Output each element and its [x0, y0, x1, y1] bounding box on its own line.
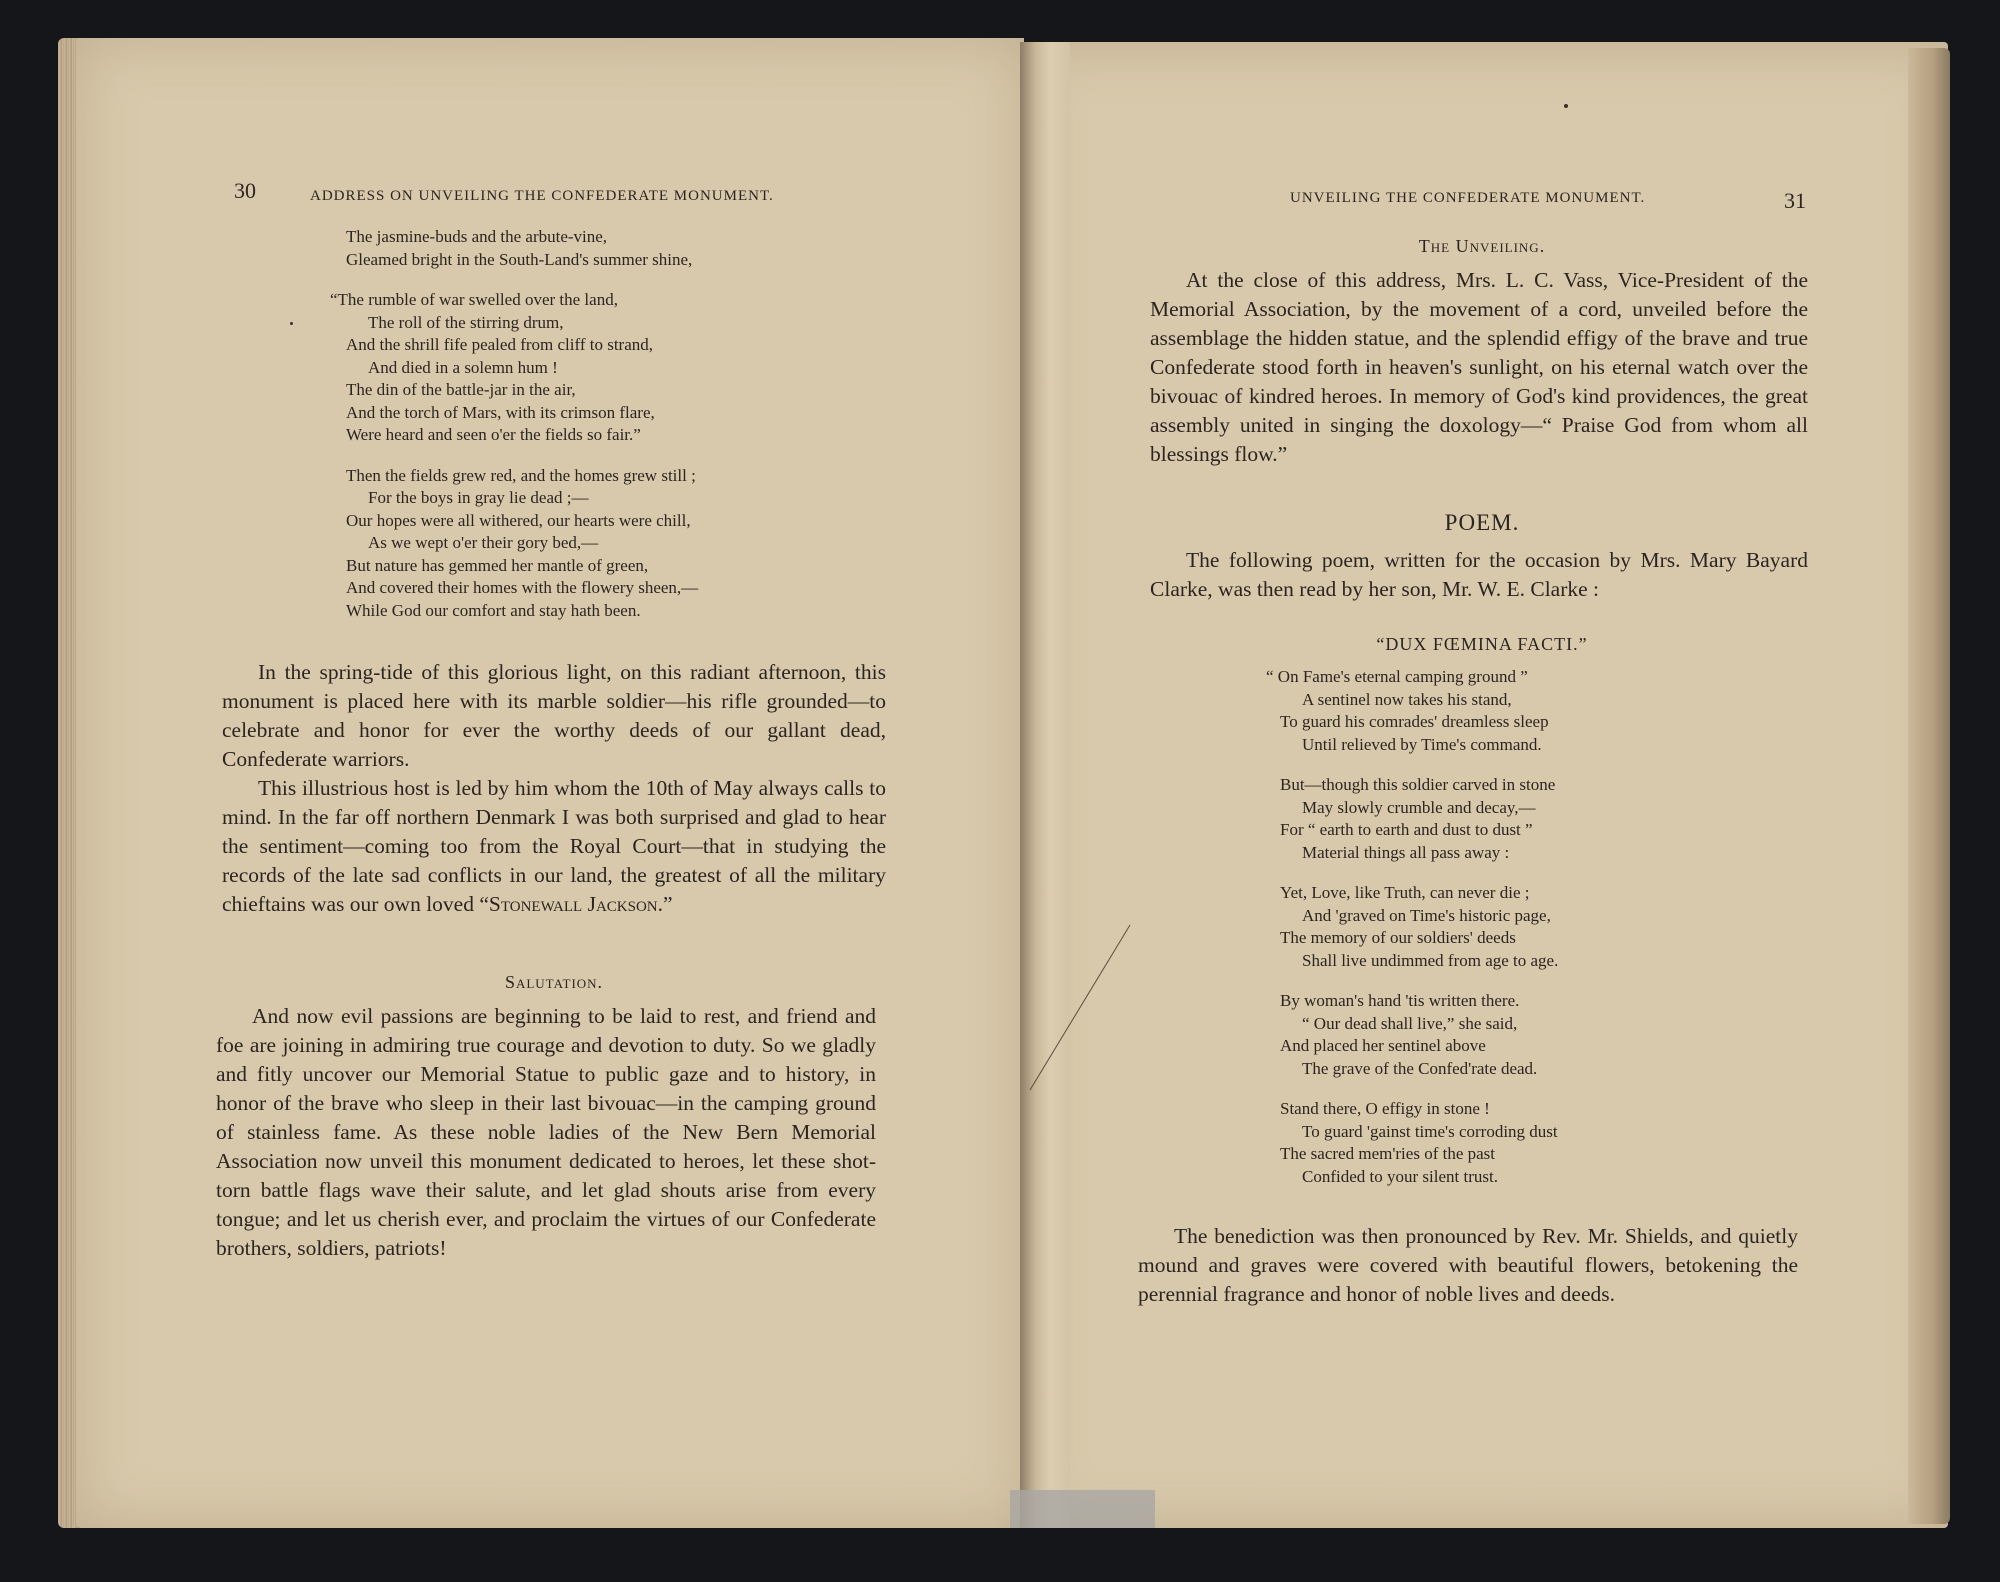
paragraph-benediction: The benediction was then pronounced by Rev. Mr. Shields, and quietly mound and graves were covered with beautiful flowers, betokening the perennial fragrance and honor of noble lives and deeds. — [1138, 1224, 1798, 1306]
verse-line: “ Our dead shall live,” she said, — [1302, 1013, 1518, 1033]
verse-line: A sentinel now takes his stand, — [1302, 689, 1512, 709]
paragraph-text: .” — [657, 892, 673, 916]
verse-line: To guard 'gainst time's corroding dust — [1302, 1121, 1558, 1141]
verse-line: But—though this soldier carved in stone — [1280, 775, 1556, 794]
verse-line: The memory of our soldiers' deeds — [1280, 928, 1516, 947]
verse-line: But nature has gemmed her mantle of green, — [346, 555, 649, 575]
paragraph-spring-tide: In the spring-tide of this glorious light, on this radiant afternoon, this monument is placed here with its marble soldier—his rifle grounded—to celebrate and honor for ever the worthy deeds of our gallant dead, Confederate warriors. — [222, 660, 886, 771]
poem-stanza-2 — [1280, 774, 1558, 864]
verse-line: For “ earth to earth and dust to dust ” — [1280, 820, 1533, 839]
book-gutter — [1020, 42, 1070, 1528]
verse-line: “ On Fame's eternal camping ground ” — [1266, 667, 1528, 686]
left-page-number: 30 — [234, 178, 256, 203]
verse-line: And covered their homes with the flowery sheen,— — [346, 578, 699, 597]
verse-stanza-1 — [346, 226, 698, 271]
verse-line: Our hopes were all withered, our hearts were chill, — [346, 510, 691, 530]
right-page-edge — [1908, 48, 1950, 1524]
prose-block-unveiling — [1150, 266, 1808, 469]
verse-line: Gleamed bright in the South-Land's summer shine, — [346, 249, 693, 269]
right-page-number: 31 — [1784, 188, 1806, 213]
poem-stanza-1 — [1266, 666, 1558, 756]
poem-stanza-5 — [1280, 1098, 1558, 1188]
verse-line: As we wept o'er their gory bed,— — [368, 533, 599, 552]
verse-line: Were heard and seen o'er the fields so fair.” — [346, 425, 641, 444]
poem-stanza-4 — [1280, 990, 1558, 1080]
verse-line: And the torch of Mars, with its crimson flare, — [346, 402, 655, 422]
verse-line: To guard his comrades' dreamless sleep — [1280, 712, 1549, 731]
verse-line: While God our comfort and stay hath been. — [346, 600, 641, 620]
verse-line: The jasmine-buds and the arbute-vine, — [346, 227, 608, 246]
prose-block-poem-intro — [1150, 546, 1808, 604]
poem-stanza-3 — [1280, 882, 1558, 972]
verse-line: And the shrill fife pealed from cliff to strand, — [346, 335, 654, 354]
prose-block-benediction — [1138, 1222, 1798, 1309]
verse-line: For the boys in gray lie dead ;— — [368, 488, 589, 507]
verse-block-left — [330, 226, 699, 640]
verse-line: “The rumble of war swelled over the land, — [330, 290, 618, 309]
prose-block-left-bottom — [216, 1002, 876, 1263]
left-running-head: ADDRESS ON UNVEILING THE CONFEDERATE MONUMENT. — [310, 188, 774, 204]
paper-speck — [290, 322, 293, 325]
binding-tab — [1010, 1490, 1155, 1528]
stonewall-jackson-name: Stonewall Jackson — [488, 892, 658, 916]
verse-line: By woman's hand 'tis written there. — [1280, 991, 1520, 1010]
prose-block-left-top — [222, 658, 886, 919]
verse-block-right — [1266, 666, 1559, 1206]
verse-line: Shall live undimmed from age to age. — [1302, 950, 1559, 970]
poem-heading: POEM. — [1444, 510, 1520, 535]
verse-line: The sacred mem'ries of the past — [1280, 1144, 1496, 1163]
paragraph-poem-intro: The following poem, written for the occasion by Mrs. Mary Bayard Clarke, was then read by her son, Mr. W. E. Clarke : — [1150, 548, 1808, 601]
verse-line: The din of the battle-jar in the air, — [346, 380, 576, 399]
verse-line: Stand there, O effigy in stone ! — [1280, 1099, 1490, 1118]
verse-line: And died in a solemn hum ! — [368, 357, 558, 377]
verse-stanza-3 — [346, 465, 698, 623]
verse-stanza-2 — [330, 289, 698, 447]
verse-line: The roll of the stirring drum, — [368, 312, 564, 332]
paragraph-unveiling: At the close of this address, Mrs. L. C. Vass, Vice-President of the Memorial Association, by the movement of a cord, unveiled before the assemblage the hidden statue, and the splendid effigy of the brave and true Confederate stood forth in heaven's sunlight, on his eternal watch over the bivouac of kindred heroes. In memory of God's kind providences, the great assembly united in singing the doxology—“ Praise God from whom all blessings flow.” — [1150, 268, 1808, 466]
verse-line: Yet, Love, like Truth, can never die ; — [1280, 883, 1530, 902]
paper-crease-mark — [1020, 920, 1140, 1100]
salutation-heading: Salutation. — [504, 972, 604, 992]
verse-line: Material things all pass away : — [1302, 842, 1510, 862]
paragraph-illustrious-host — [222, 774, 886, 919]
unveiling-heading: The Unveiling. — [1418, 236, 1546, 256]
page-stack-edge — [58, 38, 78, 1528]
paper-speck — [1564, 104, 1568, 108]
verse-line: Until relieved by Time's command. — [1302, 734, 1542, 754]
verse-line: The grave of the Confed'rate dead. — [1302, 1058, 1538, 1078]
paragraph-salutation: And now evil passions are beginning to be laid to rest, and friend and foe are joining in admiring true courage and devotion to duty. So we gladly and fitly uncover our Memorial Statue to public gaze and to history, in honor of the brave who sleep in their last bivouac—in the camping ground of stainless fame. As these noble ladies of the New Bern Memorial Association now unveil this monument dedicated to heroes, let these shot-torn battle flags wave their salute, and let glad shouts arise from every tongue; and let us cherish ever, and proclaim the virtues of our Confederate brothers, soldiers, patriots! — [216, 1004, 876, 1260]
verse-line: Confided to your silent trust. — [1302, 1166, 1498, 1186]
verse-line: Then the fields grew red, and the homes grew still ; — [346, 465, 696, 485]
verse-line: May slowly crumble and decay,— — [1302, 797, 1536, 817]
verse-line: And 'graved on Time's historic page, — [1302, 905, 1551, 925]
verse-line: And placed her sentinel above — [1280, 1036, 1486, 1055]
right-running-head: UNVEILING THE CONFEDERATE MONUMENT. — [1290, 190, 1646, 206]
poem-title: “DUX FŒMINA FACTI.” — [1376, 634, 1588, 654]
paragraph-text: This illustrious host is led by him whom the 10th of May always calls to mind. In the far off northern Denmark I was both surprised and glad to hear the sentiment—coming too from the Royal Court—that in studying the records of the late sad conflicts in our land, the greatest of all the military chieftains was our own loved “ — [222, 776, 886, 916]
